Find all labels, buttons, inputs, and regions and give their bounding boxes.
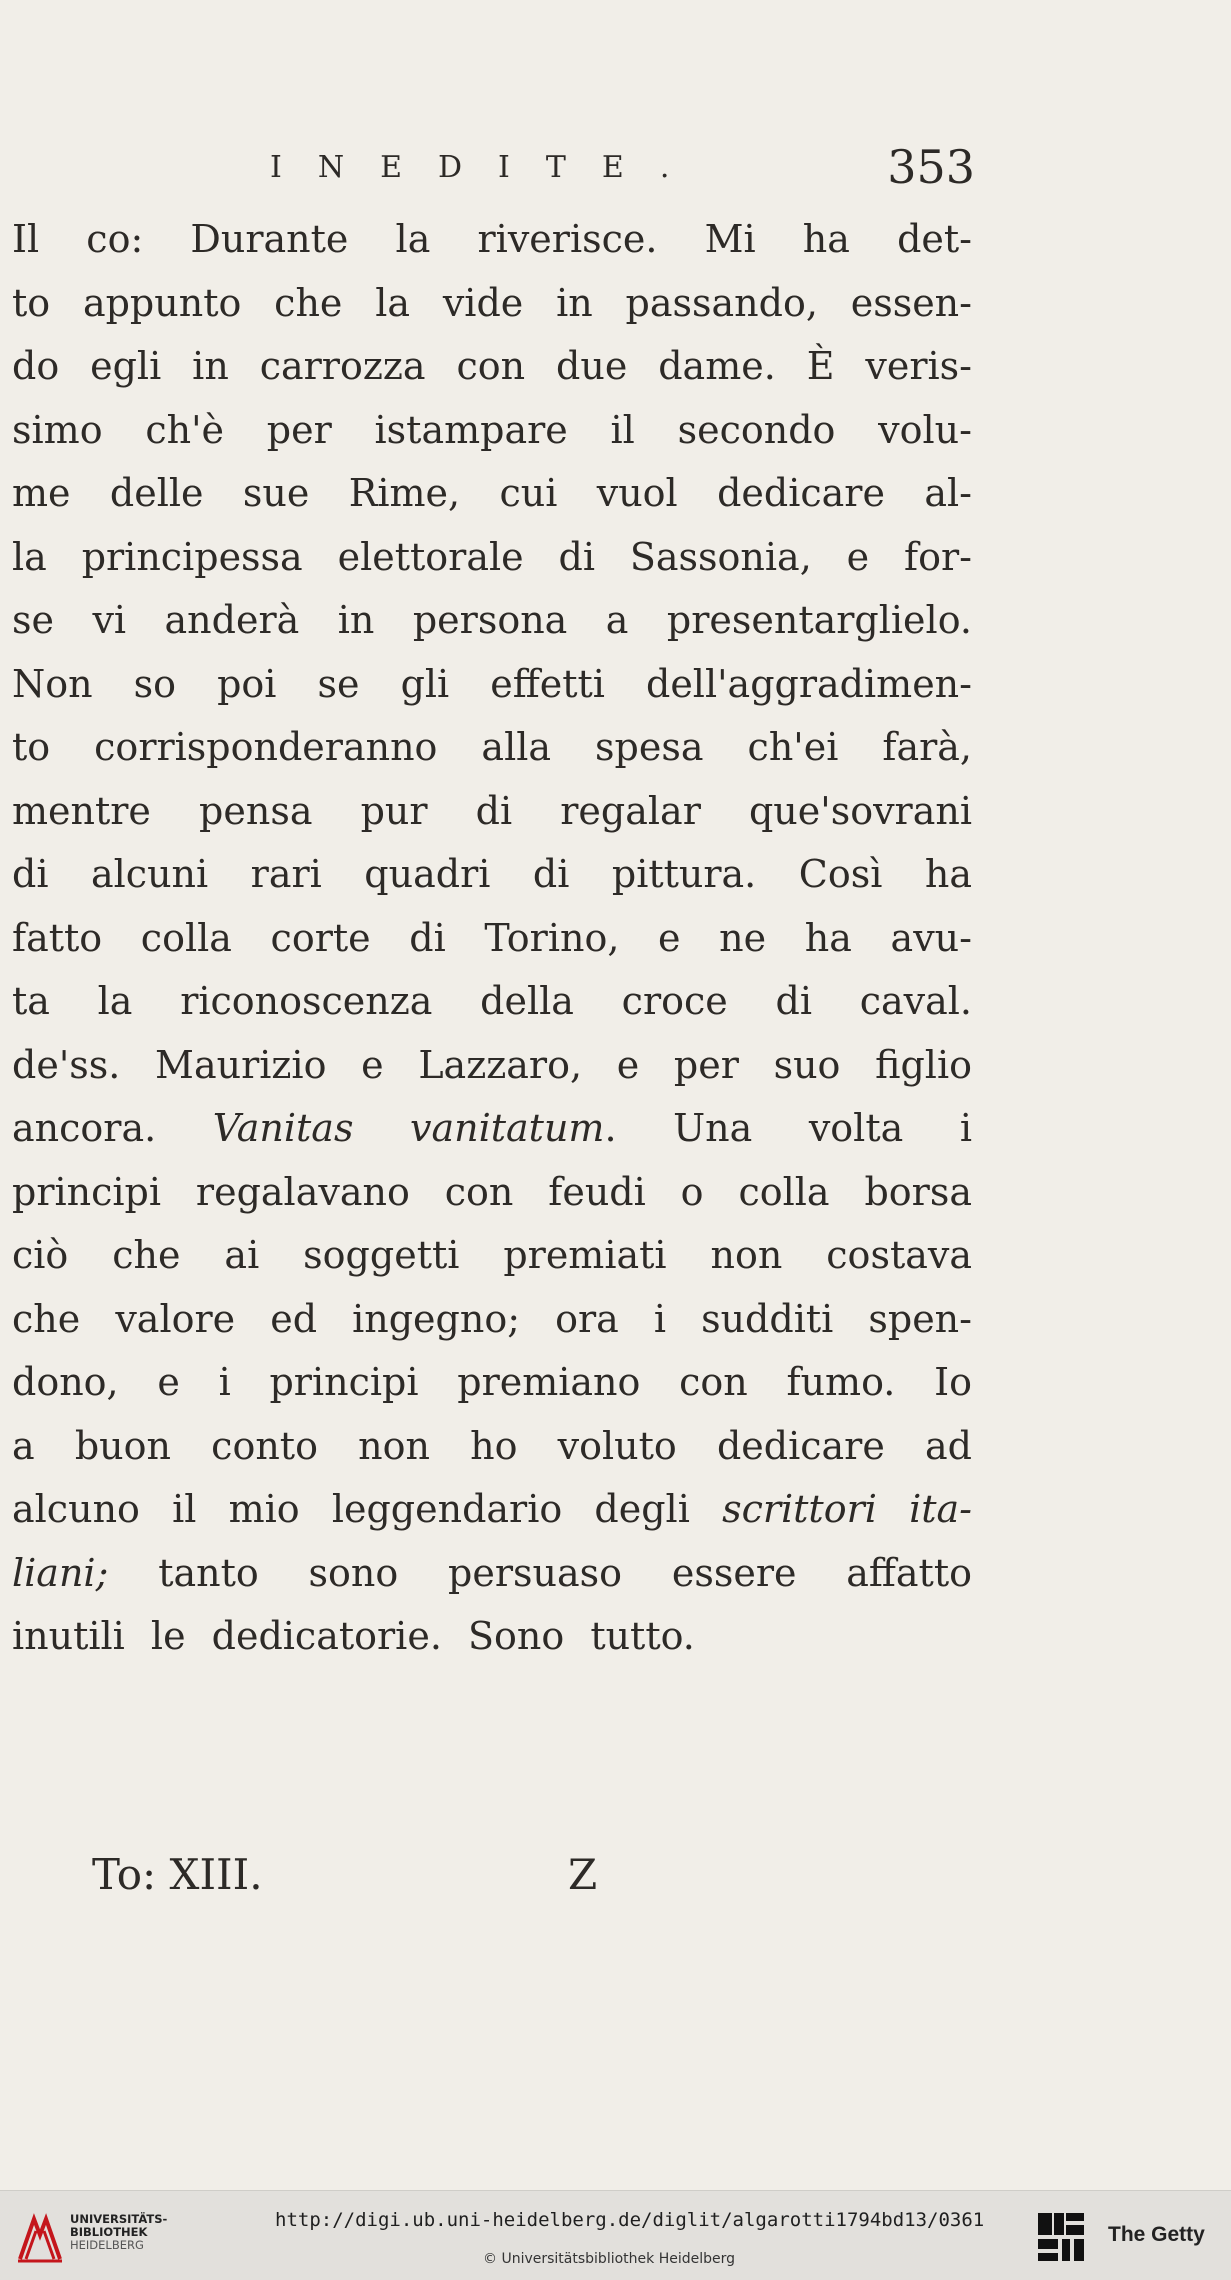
text-segment: . Una volta i bbox=[604, 1106, 972, 1150]
library-name-line: HEIDELBERG bbox=[70, 2238, 144, 2252]
permalink-url[interactable]: http://digi.ub.uni-heidelberg.de/diglit/algarotti1794bd13/0361 bbox=[275, 2209, 985, 2231]
text-line: do egli in carrozza con due dame. È veris- bbox=[12, 344, 972, 388]
copyright-notice: © Universitätsbibliothek Heidelberg bbox=[483, 2251, 736, 2267]
text-line: de'ss. Maurizio e Lazzaro, e per suo figlio bbox=[12, 1042, 972, 1087]
text-segment: ancora. bbox=[12, 1106, 157, 1150]
italic-phrase: scrittori ita- bbox=[722, 1487, 972, 1531]
text-line: ciò che ai soggetti premiati non costava bbox=[12, 1233, 972, 1277]
library-name-line: BIBLIOTHEK bbox=[70, 2225, 148, 2239]
text-line: di alcuni rari quadri di pittura. Così ha bbox=[12, 852, 972, 896]
signature-mark: Z bbox=[568, 1850, 598, 1899]
text-line: simo ch'è per istampare il secondo volu- bbox=[12, 407, 972, 452]
library-name-line: UNIVERSITÄTS- bbox=[70, 2212, 168, 2226]
text-line: principi regalavano con feudi o colla borsa bbox=[12, 1169, 972, 1214]
text-line: to appunto che la vide in passando, essen- bbox=[12, 280, 972, 325]
text-line: Il co: Durante la riverisce. Mi ha det- bbox=[12, 217, 972, 261]
text-line: to corrisponderanno alla spesa ch'ei farà, bbox=[12, 725, 972, 769]
partner-name: The Getty bbox=[1108, 2223, 1205, 2246]
text-line: la principessa elettorale di Sassonia, e for- bbox=[12, 534, 972, 579]
university-library-logo-icon bbox=[14, 2209, 66, 2265]
text-line: fatto colla corte di Torino, e ne ha avu- bbox=[12, 915, 972, 960]
page-header bbox=[270, 140, 975, 200]
volume-mark: To: XIII. bbox=[92, 1850, 263, 1899]
text-line: dono, e i principi premiano con fumo. Io bbox=[12, 1360, 972, 1404]
italic-phrase: Vanitas vanitatum bbox=[212, 1106, 605, 1150]
text-line: mentre pensa pur di regalar que'sovrani bbox=[12, 788, 972, 833]
text-segment: alcuno il mio leggendario degli bbox=[12, 1487, 690, 1531]
text-line-with-italic bbox=[12, 1542, 972, 1606]
text-segment: tanto sono persuaso essere affatto bbox=[158, 1550, 972, 1595]
page-footer bbox=[92, 1850, 632, 1910]
text-line: se vi anderà in persona a presentarglielo. bbox=[12, 598, 972, 642]
text-line: a buon conto non ho voluto dedicare ad bbox=[12, 1423, 972, 1468]
text-line: ta la riconoscenza della croce di caval. bbox=[12, 979, 972, 1023]
text-line-last: inutili le dedicatorie. Sono tutto. bbox=[12, 1614, 695, 1658]
text-line-with-italic bbox=[12, 1478, 972, 1542]
library-name bbox=[70, 2213, 167, 2252]
text-line: che valore ed ingegno; ora i sudditi spen- bbox=[12, 1296, 972, 1341]
italic-phrase: liani; bbox=[12, 1550, 109, 1595]
text-line-with-italic bbox=[12, 1097, 972, 1161]
page-number: 353 bbox=[887, 140, 975, 194]
letter-body bbox=[12, 208, 972, 1669]
text-line: me delle sue Rime, cui vuol dedicare al- bbox=[12, 471, 972, 515]
running-head: INEDITE. bbox=[270, 150, 706, 185]
viewer-footer-bar bbox=[0, 2190, 1231, 2280]
text-line: Non so poi se gli effetti dell'aggradimen- bbox=[12, 661, 972, 706]
getty-logo-icon bbox=[1036, 2209, 1086, 2265]
